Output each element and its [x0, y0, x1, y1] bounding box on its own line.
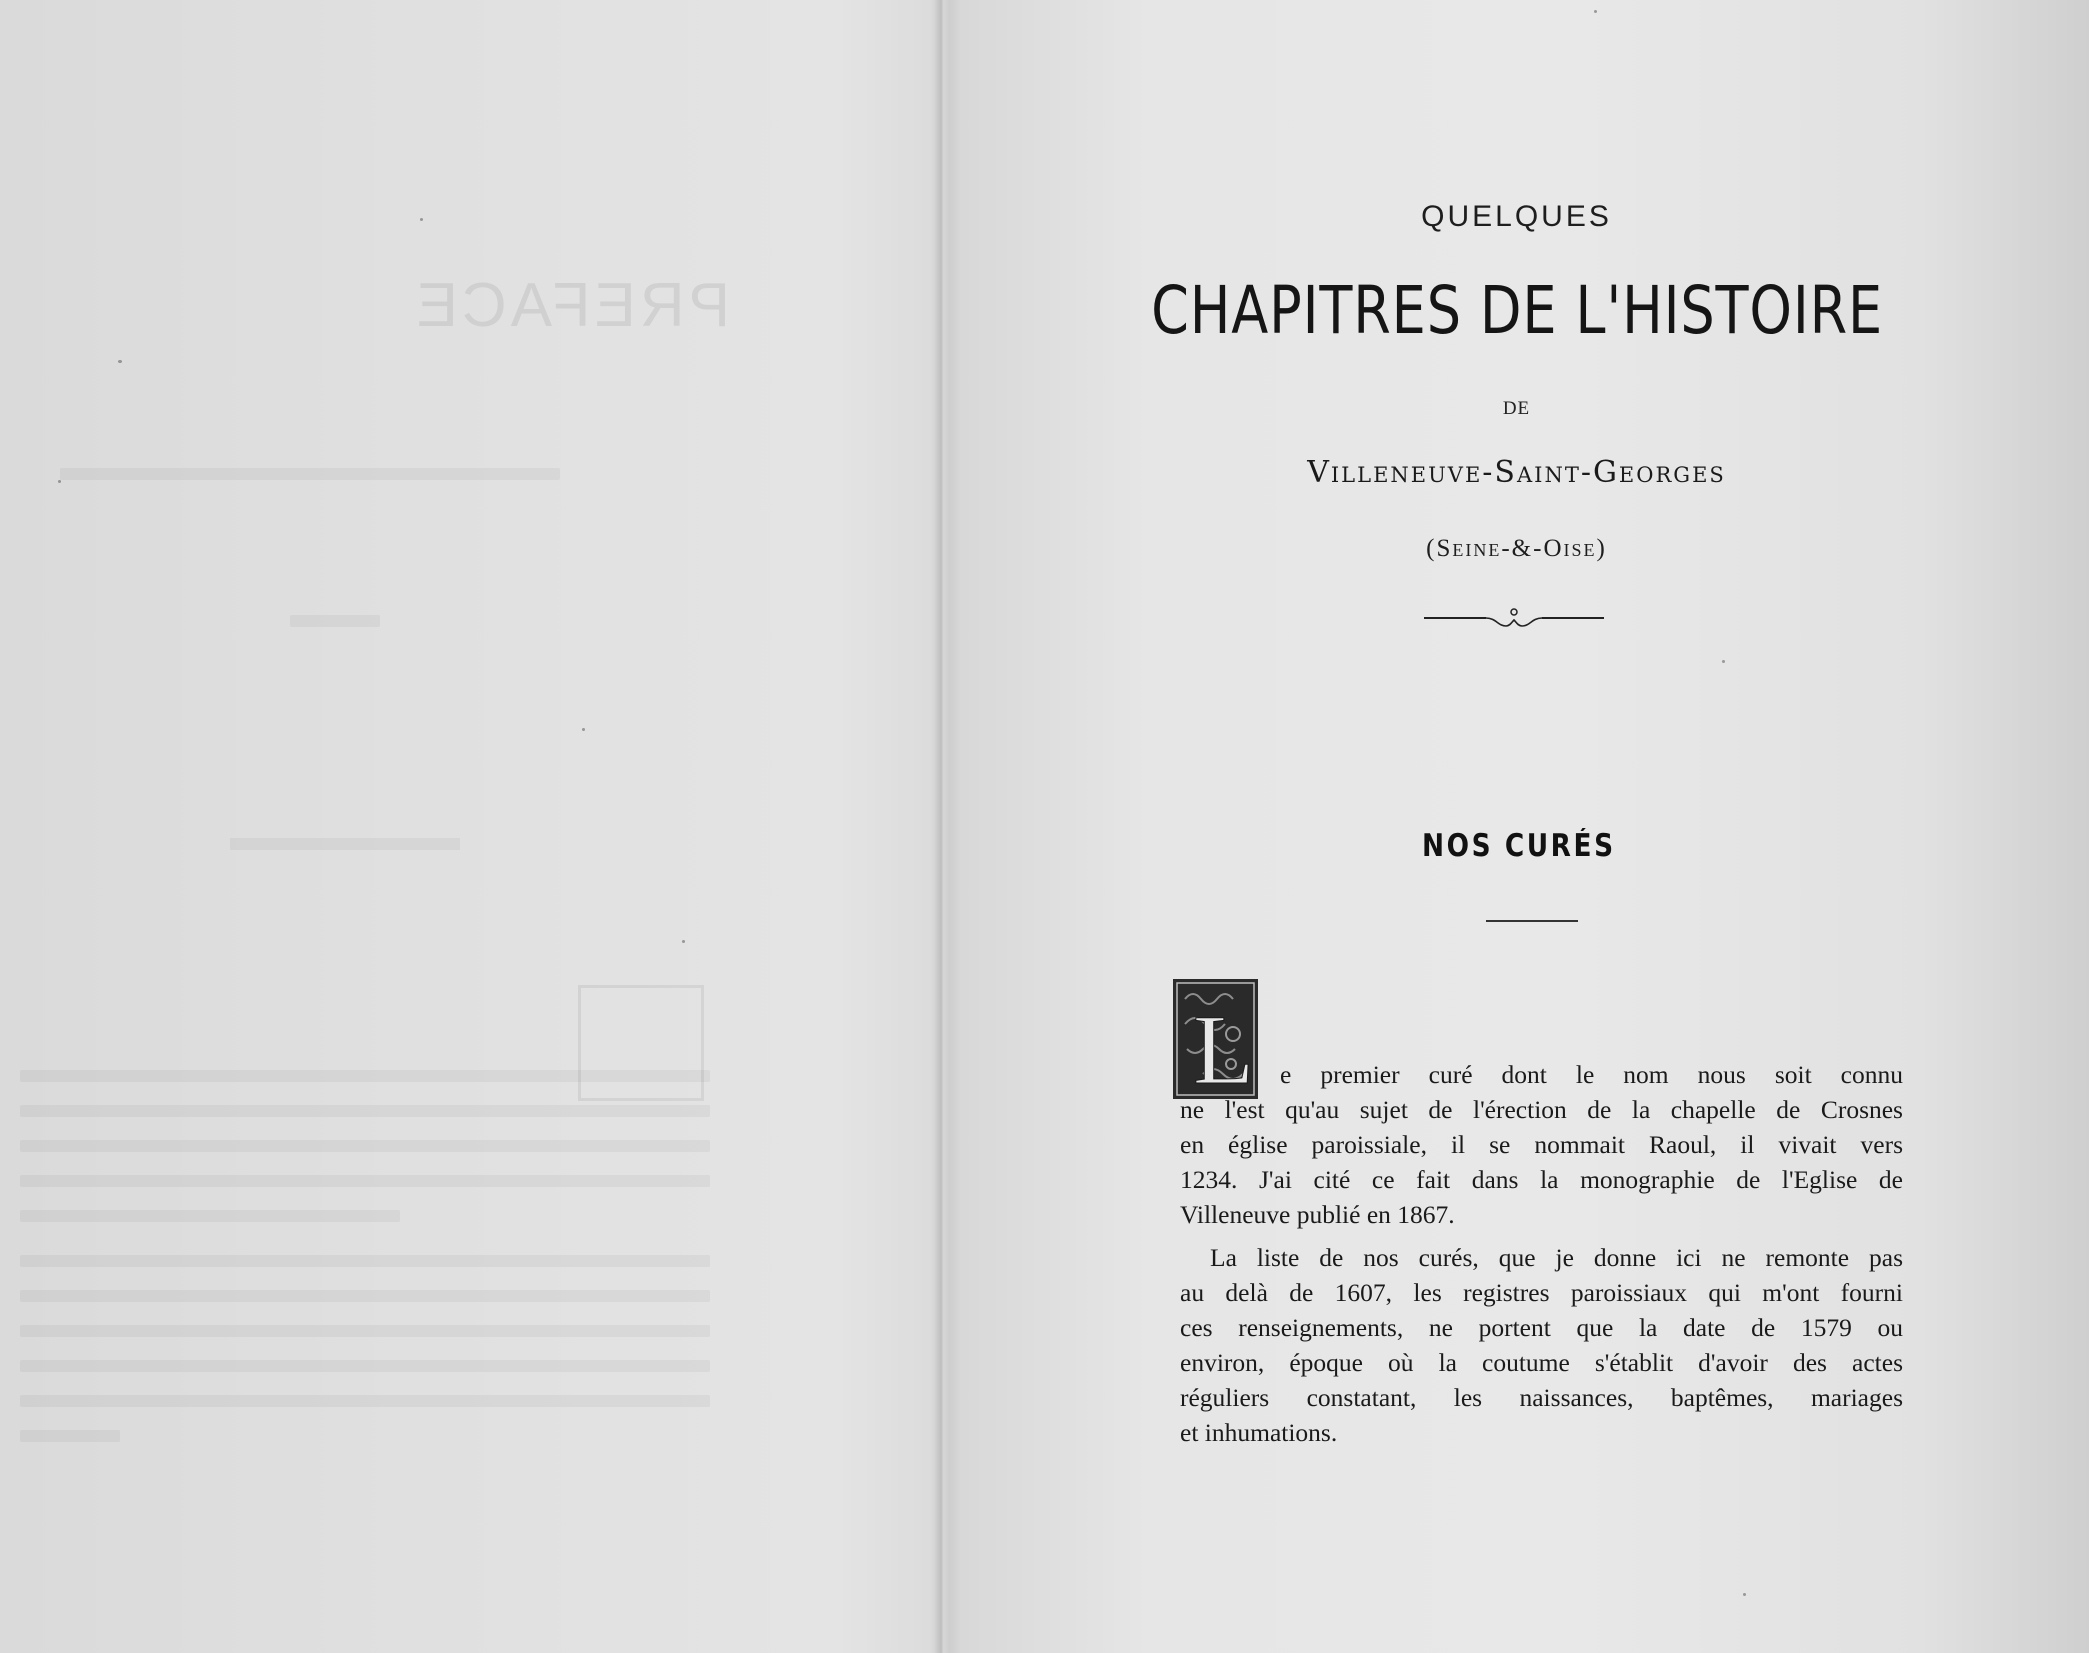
text-line: ne l'est qu'au sujet de l'érection de la chapelle de Crosnes	[1180, 1095, 1903, 1124]
body-text	[1180, 1057, 1903, 1450]
section-divider	[1486, 920, 1578, 922]
text-line: en église paroissiale, il se nommait Raoul, il vivait vers	[1180, 1130, 1903, 1159]
paper-speck	[118, 360, 122, 363]
bleed-through-line	[20, 1070, 710, 1082]
bleed-through-title: PREFACE	[412, 271, 730, 340]
bleed-through-heading	[230, 838, 460, 850]
page-title: CHAPITRES DE L'HISTOIRE	[1151, 272, 1884, 349]
paper-speck	[1722, 660, 1725, 663]
region-name: (Seine-&-Oise)	[1426, 535, 1607, 562]
bleed-through-line	[20, 1105, 710, 1117]
left-page	[0, 0, 940, 1653]
bleed-through-line	[60, 468, 560, 480]
text-line: La liste de nos curés, que je donne ici ne remonte pas	[1210, 1243, 1903, 1272]
bleed-through-line	[20, 1290, 710, 1302]
paper-speck	[420, 218, 423, 221]
bleed-through-line	[20, 1360, 710, 1372]
text-line: e premier curé dont le nom nous soit connu	[1280, 1060, 1903, 1089]
bleed-through-dropcap	[578, 985, 704, 1101]
text-line: réguliers constatant, les naissances, baptêmes, mariages	[1180, 1383, 1903, 1412]
dropcap-letter: L	[1193, 994, 1255, 1099]
fleuron-ornament	[1424, 604, 1604, 634]
pre-title: QUELQUES	[1421, 200, 1612, 233]
text-line: ces renseignements, ne portent que la date de 1579 ou	[1180, 1313, 1903, 1342]
paper-speck	[682, 940, 685, 943]
paper-speck	[582, 728, 585, 731]
bleed-through-line	[20, 1395, 710, 1407]
section-title: NOS CURÉS	[1422, 828, 1616, 864]
text-line: et inhumations.	[1180, 1418, 1338, 1447]
town-name: Villeneuve-Saint-Georges	[1307, 455, 1726, 490]
bleed-through-line	[20, 1325, 710, 1337]
title-preposition: DE	[1502, 398, 1531, 419]
text-line: Villeneuve publié en 1867.	[1180, 1200, 1455, 1229]
bleed-through-line	[20, 1430, 120, 1442]
bleed-through-line	[20, 1175, 710, 1187]
paper-speck	[58, 480, 61, 483]
bleed-through-line	[20, 1140, 710, 1152]
paper-speck	[1594, 10, 1597, 13]
bleed-through-line	[20, 1210, 400, 1222]
text-line: environ, époque où la coutume s'établit d'avoir des actes	[1180, 1348, 1903, 1377]
text-line: au delà de 1607, les registres paroissiaux qui m'ont fourni	[1180, 1278, 1903, 1307]
text-line: 1234. J'ai cité ce fait dans la monographie de l'Eglise de	[1180, 1165, 1903, 1194]
bleed-through-line	[290, 615, 380, 627]
paper-speck	[1743, 1593, 1746, 1596]
bleed-through-line	[20, 1255, 710, 1267]
